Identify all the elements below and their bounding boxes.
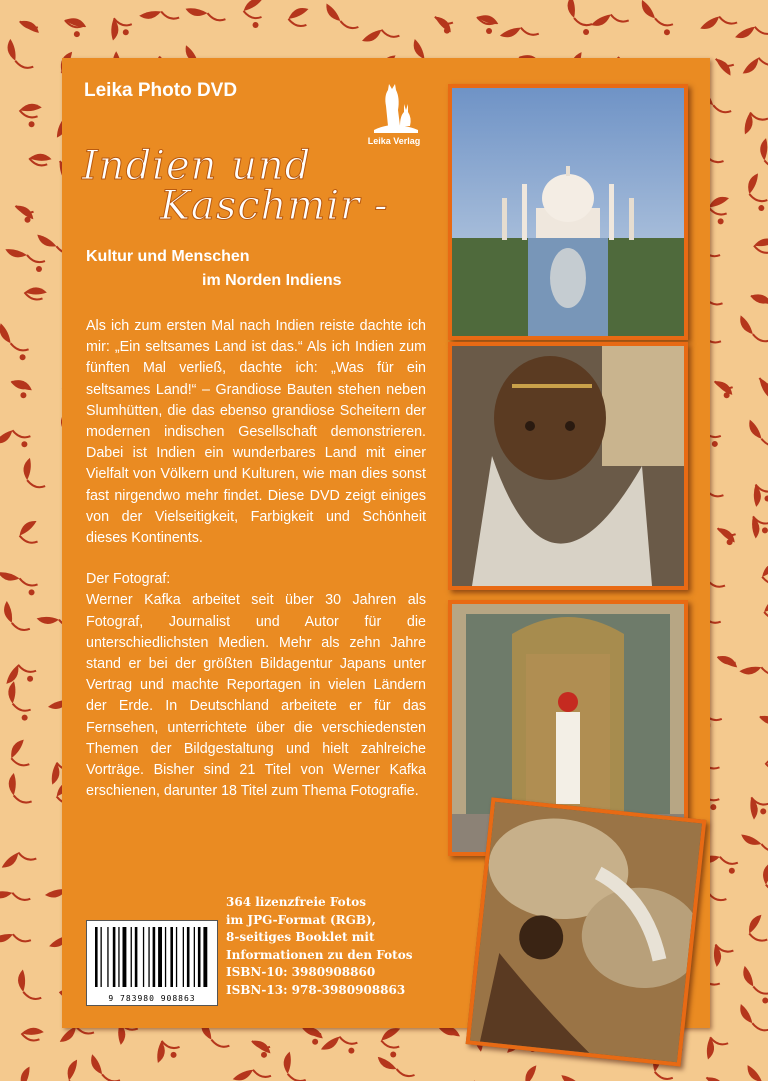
floral-leaf: [742, 965, 754, 988]
barcode-bar: [101, 927, 102, 987]
floral-leaf: [184, 5, 207, 20]
barcode-bar: [165, 927, 166, 987]
barcode-bar: [198, 927, 201, 987]
floral-vine: [753, 334, 768, 341]
floral-vine: [655, 18, 673, 25]
floral-vine: [15, 61, 33, 68]
brand-title: Leika Photo DVD: [84, 80, 237, 102]
floral-vine: [521, 28, 539, 35]
floral-dot: [444, 28, 450, 34]
floral-leaf: [745, 1063, 763, 1081]
floral-leaf: [6, 737, 27, 758]
barcode-bar: [153, 927, 156, 987]
floral-leaf: [761, 596, 768, 612]
photographer-paragraph: Werner Kafka arbeitet seit über 30 Jahren als Fotograf, Journalist und Autor für die unterschiedlichsten Medien. Mehr als zehn Jahre stand er bei der größten Bildagentur Japans unter Vertrag und machte Reportagen in vielen Ländern der Erde. In Deutschland arbeitete er für das Fernsehen, unterrichtete über die verschiedensten Themen der Bildgestaltung und hielt zahlreiche Vorträge. Bisher sind 21 Titel von Werner Kafka erschienen, darunter 18 Titel zum Thema Fotografie.: [86, 590, 426, 802]
barcode-number: 9 783980 908863: [87, 994, 217, 1003]
floral-leaf: [743, 172, 761, 195]
photographer-heading: Der Fotograf:: [86, 569, 426, 590]
floral-vine: [18, 853, 36, 860]
floral-leaf: [4, 245, 27, 261]
floral-leaf: [16, 518, 39, 536]
floral-leaf: [7, 39, 16, 61]
floral-vine: [749, 934, 767, 941]
floral-vine: [20, 110, 38, 117]
floral-leaf: [757, 137, 768, 160]
floral-vine: [162, 1041, 180, 1048]
floral-dot: [583, 29, 589, 35]
floral-dot: [29, 589, 35, 595]
photo-sadhu-portrait: [448, 342, 688, 590]
barcode-bar: [135, 927, 138, 987]
subtitle-line-2: im Norden Indiens: [202, 272, 342, 290]
floral-vine: [244, 11, 262, 18]
floral-dot: [22, 715, 28, 721]
floral-leaf: [0, 889, 12, 899]
floral-vine: [752, 1023, 768, 1030]
floral-leaf: [744, 913, 765, 934]
floral-leaf: [16, 969, 27, 992]
barcode-bar: [95, 927, 98, 987]
floral-vine: [755, 27, 768, 34]
floral-vine: [288, 19, 306, 26]
subtitle-line-1: Kultur und Menschen: [86, 248, 250, 266]
floral-leaf: [747, 418, 762, 441]
floral-dot: [718, 218, 724, 224]
floral-vine: [207, 13, 225, 20]
floral-leaf: [35, 231, 57, 251]
barcode: [86, 920, 218, 1006]
barcode-bar: [118, 927, 119, 987]
floral-leaf: [759, 560, 768, 577]
taj-mahal-image: [452, 88, 684, 336]
barcode-bar: [113, 927, 116, 987]
info-line: Informationen zu den Fotos: [226, 947, 412, 965]
floral-vine: [764, 612, 768, 619]
floral-dot: [760, 808, 766, 814]
floral-dot: [253, 22, 259, 28]
floral-leaf: [754, 238, 768, 246]
floral-dot: [20, 392, 26, 398]
barcode-bar: [107, 927, 108, 987]
floral-leaf: [361, 29, 384, 44]
floral-leaf: [0, 934, 13, 943]
floral-leaf: [520, 1063, 540, 1081]
floral-vine: [709, 207, 727, 214]
floral-vine: [761, 439, 768, 446]
floral-dot: [762, 527, 768, 533]
floral-dot: [712, 441, 718, 447]
workers-image: [470, 802, 702, 1062]
sadhu-image: [452, 346, 684, 586]
floral-dot: [74, 31, 80, 37]
floral-vine: [14, 795, 32, 802]
floral-leaf: [590, 14, 613, 28]
floral-leaf: [740, 57, 762, 76]
floral-vine: [762, 577, 768, 584]
floral-leaf: [57, 1026, 80, 1045]
floral-vine: [713, 105, 731, 112]
floral-vine: [288, 1074, 306, 1081]
floral-vine: [764, 160, 768, 167]
photo-taj-mahal: [448, 84, 688, 340]
floral-vine: [611, 14, 629, 21]
photo-workers: [466, 797, 707, 1066]
floral-leaf: [707, 195, 730, 208]
floral-dot: [261, 1052, 267, 1058]
floral-dot: [25, 217, 31, 223]
floral-leaf: [139, 11, 161, 19]
floral-leaf: [20, 103, 42, 112]
floral-vine: [253, 1070, 271, 1077]
floral-vine: [397, 1069, 415, 1076]
floral-leaf: [639, 0, 655, 21]
floral-leaf: [109, 18, 121, 41]
barcode-bar: [158, 927, 162, 987]
floral-vine: [27, 480, 45, 487]
floral-dot: [727, 539, 733, 545]
floral-vine: [754, 246, 768, 253]
floral-vine: [12, 623, 30, 630]
floral-vine: [20, 536, 38, 543]
floral-dot: [765, 496, 768, 502]
floral-vine: [11, 758, 29, 765]
product-info: [226, 894, 412, 999]
floral-dot: [729, 868, 735, 874]
barcode-bar: [143, 927, 144, 987]
floral-dot: [710, 804, 716, 810]
info-line: 364 lizenzfreie Fotos: [226, 894, 412, 912]
floral-vine: [20, 578, 38, 585]
floral-leaf: [734, 26, 757, 40]
floral-leaf: [567, 0, 576, 18]
barcode-bar: [176, 927, 177, 987]
floral-vine: [12, 893, 30, 900]
floral-dot: [27, 676, 33, 682]
page-title: [82, 146, 389, 226]
floral-vine: [13, 704, 31, 711]
floral-leaf: [319, 1036, 342, 1052]
logo-label: Leika Verlag: [354, 136, 434, 146]
floral-leaf: [286, 6, 309, 19]
barcode-bar: [131, 927, 132, 987]
floral-dot: [123, 29, 129, 35]
floral-vine: [381, 1041, 399, 1048]
info-line: 8-seitiges Booklet mit: [226, 929, 412, 947]
barcode-bar: [194, 927, 195, 987]
floral-vine: [655, 1072, 673, 1079]
publisher-logo: [354, 76, 434, 152]
title-line-2: Kaschmir -: [82, 186, 389, 226]
isbn-10: ISBN-10: 3980908860: [226, 964, 412, 982]
floral-leaf: [20, 457, 34, 480]
floral-leaf: [0, 568, 20, 585]
floral-leaf: [19, 16, 41, 36]
floral-vine: [13, 934, 31, 941]
barcode-bar: [183, 927, 184, 987]
floral-leaf: [759, 862, 768, 885]
floral-vine: [11, 343, 29, 350]
floral-vine: [211, 1040, 229, 1047]
barcode-bar: [123, 927, 127, 987]
cat-rabbit-logo-icon: [354, 76, 434, 136]
floral-leaf: [739, 667, 761, 675]
floral-leaf: [7, 772, 19, 795]
floral-leaf: [739, 831, 761, 850]
floral-dot: [29, 121, 35, 127]
floral-leaf: [89, 1053, 102, 1076]
floral-leaf: [738, 1002, 753, 1025]
floral-vine: [102, 1074, 120, 1081]
floral-vine: [753, 987, 768, 994]
floral-leaf: [281, 1051, 294, 1074]
floral-leaf: [232, 1069, 255, 1081]
barcode-bar: [203, 927, 207, 987]
title-line-1: Indien und: [82, 143, 311, 189]
floral-leaf: [21, 1026, 44, 1036]
floral-dot: [762, 998, 768, 1004]
floral-dot: [664, 29, 670, 35]
floral-dot: [486, 28, 492, 34]
floral-leaf: [6, 681, 19, 704]
floral-dot: [36, 266, 42, 272]
floral-leaf: [16, 1065, 33, 1081]
floral-leaf: [36, 614, 59, 627]
description-text: [86, 316, 426, 822]
floral-vine: [758, 58, 768, 65]
floral-vine: [161, 12, 179, 19]
floral-leaf: [699, 16, 722, 31]
floral-vine: [12, 430, 30, 437]
floral-vine: [339, 1037, 357, 1044]
floral-leaf: [0, 852, 22, 870]
floral-dot: [20, 354, 26, 360]
floral-vine: [708, 893, 726, 900]
floral-dot: [171, 1052, 177, 1058]
floral-vine: [750, 113, 768, 120]
floral-dot: [312, 1039, 318, 1045]
floral-dot: [21, 441, 27, 447]
floral-leaf: [241, 0, 264, 11]
barcode-bars-icon: [87, 921, 217, 991]
floral-vine: [719, 16, 737, 23]
floral-vine: [18, 665, 36, 672]
floral-vine: [27, 255, 45, 262]
floral-dot: [348, 1048, 354, 1054]
floral-dot: [724, 392, 730, 398]
barcode-bar: [170, 927, 173, 987]
floral-vine: [749, 194, 767, 201]
floral-leaf: [0, 322, 11, 345]
floral-leaf: [704, 1037, 717, 1060]
floral-vine: [720, 857, 738, 864]
floral-dot: [390, 1052, 396, 1058]
floral-vine: [761, 667, 768, 674]
floral-leaf: [63, 1058, 81, 1081]
floral-dot: [758, 205, 764, 211]
floral-leaf: [324, 1, 341, 24]
isbn-13: ISBN-13: 978-3980908863: [226, 982, 412, 1000]
floral-leaf: [752, 484, 763, 507]
floral-vine: [340, 21, 358, 28]
barcode-bar: [187, 927, 190, 987]
barcode-bar: [148, 927, 149, 987]
floral-leaf: [738, 314, 754, 337]
intro-paragraph: Als ich zum ersten Mal nach Indien reiste dachte ich mir: „Ein seltsames Land ist das.“ Als ich Indien zum fünften Mal verließ, dachte ich: „Was für ein seltsames Land!“ – Grandiose Bauten stehen neben Slumhütten, die das ebenso grandiose Scheitern der modernen indischen Gesellschaft demonstrieren. Dabei ist Indien ein wunderbares Land mit einer Vielfalt von Völkern und Kulturen, wie man dies sonst fast nirgendwo mehr findet. Diese DVD zeigt einiges von der Vielseitigkeit, Farbigkeit und Schönheit dieses Kontinents.: [86, 316, 426, 549]
floral-leaf: [4, 601, 13, 623]
floral-leaf: [499, 27, 522, 39]
floral-vine: [761, 844, 768, 851]
info-line: im JPG-Format (RGB),: [226, 912, 412, 930]
floral-leaf: [559, 1072, 581, 1081]
floral-vine: [23, 992, 41, 999]
floral-vine: [381, 30, 399, 37]
floral-vine: [574, 18, 592, 25]
